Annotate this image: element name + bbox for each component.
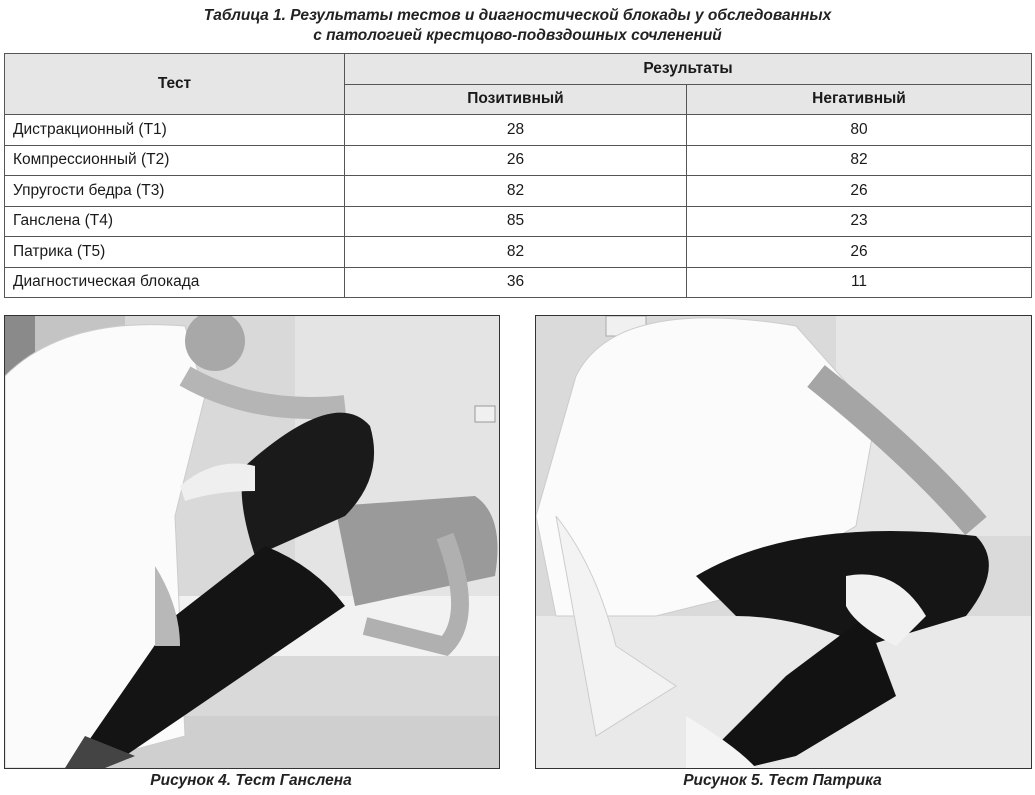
header-negative: Негативный (687, 84, 1032, 115)
table-row (5, 206, 1032, 237)
figure-4-caption: Рисунок 4. Тест Ганслена (150, 772, 352, 789)
table-row (5, 237, 1032, 268)
positive-value: 28 (345, 115, 687, 146)
figure-5-photo (535, 315, 1032, 769)
negative-value: 26 (687, 176, 1032, 207)
positive-value: 26 (345, 145, 687, 176)
negative-value: 11 (687, 267, 1032, 298)
test-name: Компрессионный (Т2) (5, 145, 345, 176)
table-row (5, 145, 1032, 176)
positive-value: 82 (345, 237, 687, 268)
figure-5-caption: Рисунок 5. Тест Патрика (683, 772, 882, 789)
table-row (5, 176, 1032, 207)
test-name: Диагностическая блокада (5, 267, 345, 298)
positive-value: 82 (345, 176, 687, 207)
test-name: Патрика (Т5) (5, 237, 345, 268)
negative-value: 82 (687, 145, 1032, 176)
table-row (5, 115, 1032, 146)
test-name: Упругости бедра (Т3) (5, 176, 345, 207)
table-caption (0, 6, 1035, 46)
figure-4-photo (4, 315, 500, 769)
table-caption-line-2: с патологией крестцово-подвздошных сочленений (313, 27, 722, 44)
positive-value: 85 (345, 206, 687, 237)
header-results: Результаты (345, 54, 1032, 85)
results-table (4, 53, 1032, 298)
table-caption-line-1: Таблица 1. Результаты тестов и диагностической блокады у обследованных (203, 7, 832, 24)
test-name: Дистракционный (Т1) (5, 115, 345, 146)
negative-value: 23 (687, 206, 1032, 237)
negative-value: 26 (687, 237, 1032, 268)
positive-value: 36 (345, 267, 687, 298)
table-row (5, 267, 1032, 298)
header-positive: Позитивный (345, 84, 687, 115)
test-name: Ганслена (Т4) (5, 206, 345, 237)
negative-value: 80 (687, 115, 1032, 146)
header-test: Тест (5, 54, 345, 115)
